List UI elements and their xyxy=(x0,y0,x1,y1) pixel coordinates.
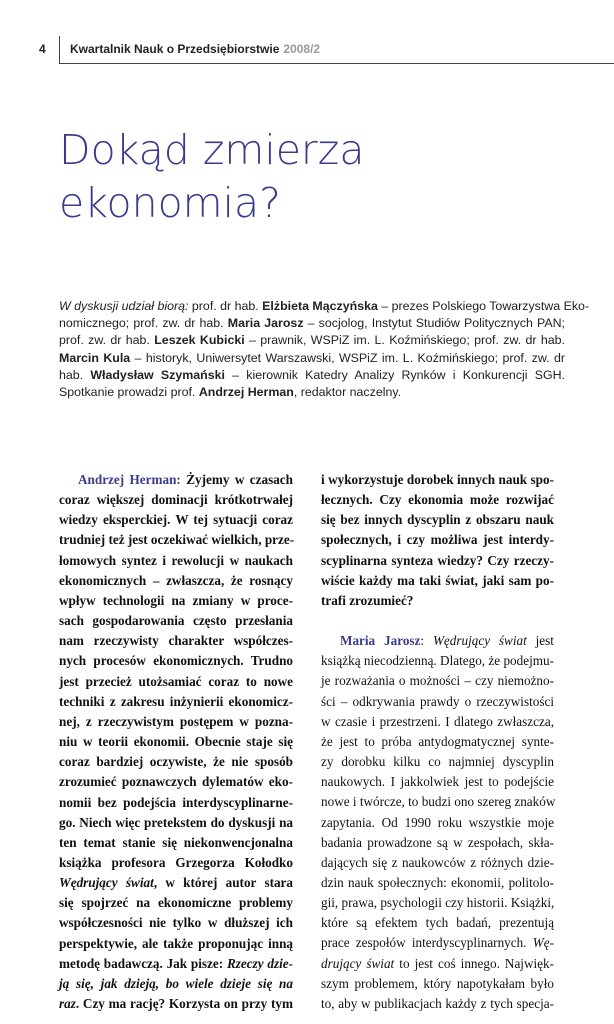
text-run: Rzeczy dzie- xyxy=(226,955,293,971)
text-run: Elżbieta Mączyńska xyxy=(262,299,378,313)
text-run: Maria Jarosz xyxy=(227,316,304,331)
text-run: naukowych. I jakkolwiek jest to podejście xyxy=(321,774,554,790)
text-run: – historyk, Uniwersytet Warszawski, WSPiZ im. L. Koźmińskiego; prof. zw. dr xyxy=(130,350,565,365)
text-run: coraz większej dominacji krótkotrwałej xyxy=(59,492,293,508)
text-run: Wę- xyxy=(532,935,554,951)
text-line xyxy=(59,732,293,752)
text-run: łomowych syntez i rewolucji w naukach xyxy=(59,552,293,568)
text-line xyxy=(321,732,554,752)
journal-title xyxy=(70,42,320,56)
text-line xyxy=(321,470,554,490)
title-line: Dokąd zmierza xyxy=(59,126,365,174)
text-run: hab. xyxy=(59,367,91,382)
text-line xyxy=(321,530,554,550)
text-run: się spojrzeć na ekonomiczne problemy xyxy=(59,895,293,911)
text-run: zy dorobku kilku co najmniej dyscyplin xyxy=(321,754,554,770)
text-run: techniki z zakresu inżynierii ekonomicz- xyxy=(59,693,293,709)
text-line xyxy=(59,298,590,315)
text-line xyxy=(59,752,293,772)
text-run: je rozważania o możności – czy niemożno- xyxy=(321,673,554,689)
text-line xyxy=(321,692,554,712)
text-run: prace zespołów interdyscyplinarnych. xyxy=(321,935,533,951)
text-run: książką niecodzienną. Dlatego, że podejmu- xyxy=(321,653,554,669)
text-line xyxy=(59,384,565,401)
text-line xyxy=(321,933,554,953)
text-run: , redaktor naczelny. xyxy=(293,385,402,400)
text-run: prof. dr hab. xyxy=(188,299,263,313)
text-line xyxy=(321,974,554,994)
text-run: prof. zw. dr hab. xyxy=(59,333,155,348)
text-run: niu w teorii ekonomii. Obecnie staje się xyxy=(59,734,293,750)
text-line xyxy=(59,893,293,913)
text-run: – kierownik Katedry Analizy Rynków i Konkurencji SGH. xyxy=(224,367,565,382)
text-run: nej, z rzeczywistym postępem w pozna- xyxy=(59,713,293,729)
text-run: ją się, jak dzieją, bo wiele dzieje się na xyxy=(59,975,293,991)
text-line xyxy=(321,712,554,732)
page-number: 4 xyxy=(39,42,46,56)
text-run: scyplinarna synteza wiedzy? Czy rzeczy- xyxy=(321,552,554,568)
text-run: i wykorzystuje dorobek innych nauk spo- xyxy=(321,472,554,487)
text-run: badania prowadzone są w zespołach, skła- xyxy=(321,834,554,850)
header-vertical-rule xyxy=(59,36,60,64)
text-run: dzin nauk społecznych: ekonomii, politolo- xyxy=(321,874,554,890)
text-line xyxy=(321,671,554,691)
article-title xyxy=(59,124,539,230)
text-line xyxy=(59,470,293,490)
text-line xyxy=(321,813,554,833)
text-line xyxy=(59,974,293,994)
text-run: coraz bardziej oczywiste, że nie sposób xyxy=(59,754,293,770)
text-run: książka profesora Grzegorza Kołodko xyxy=(59,854,293,870)
text-line xyxy=(59,315,565,332)
text-line xyxy=(321,994,554,1014)
running-header xyxy=(0,36,614,64)
text-run: – prezes Polskiego Towarzystwa Eko- xyxy=(377,299,590,313)
text-line xyxy=(59,571,293,591)
paragraph-gap xyxy=(321,611,554,631)
speaker-name: Maria Jarosz xyxy=(340,633,421,649)
text-run: trafi zrozumieć? xyxy=(321,592,414,608)
text-line xyxy=(321,833,554,853)
text-run: w czasie i przestrzeni. I dlatego zwłaszcza, xyxy=(321,713,554,729)
text-line xyxy=(59,551,293,571)
text-run: nam rzeczywisty charakter współczes- xyxy=(59,633,293,649)
text-run: ten temat stanie się niekonwencjonalna xyxy=(59,834,293,850)
speaker-name: Andrzej Herman: xyxy=(78,472,181,487)
text-run: dających się z naukowców z różnych dzie- xyxy=(321,854,554,870)
text-run: raz xyxy=(59,996,76,1012)
text-run: metodę badawczą. Jak pisze: xyxy=(59,955,227,971)
text-run: Spotkanie prowadzi prof. xyxy=(59,385,199,400)
text-line xyxy=(59,934,293,954)
text-run: Wędrujący świat xyxy=(59,875,154,891)
text-run: ści – odkrywania prawdy o rzeczywistości xyxy=(321,693,554,709)
text-run: łecznych. Czy ekonomia może rozwijać xyxy=(321,492,554,508)
answer-maria-jarosz xyxy=(321,631,554,1014)
text-line xyxy=(321,893,554,913)
text-run: współczesności nie tylko w dłuższej ich xyxy=(59,915,293,931)
text-line xyxy=(59,712,293,732)
text-run: społecznych, i czy możliwa jest interdy- xyxy=(321,532,554,548)
text-line xyxy=(59,954,293,974)
journal-name: Kwartalnik Nauk o Przedsiębiorstwie xyxy=(70,42,280,56)
text-run: zrozumieć poznawczych dylematów eko- xyxy=(59,774,293,790)
text-run: , w której autor stara xyxy=(153,875,294,891)
text-run: nowe i twórcze, to budzi ono szereg znaków xyxy=(321,794,556,810)
text-line xyxy=(59,490,293,510)
text-run: sach gospodarowania często przesłania xyxy=(59,613,293,629)
text-line xyxy=(59,631,293,651)
text-line xyxy=(321,631,554,651)
text-run: jest przecież utożsamiać coraz to nowe xyxy=(59,673,293,689)
text-line xyxy=(321,772,554,792)
text-run: nych procesów ekonomicznych. Trudno xyxy=(59,653,293,669)
text-column-left xyxy=(59,470,293,1014)
text-run: nomicznego; prof. zw. dr hab. xyxy=(59,316,228,331)
text-run: to jest coś innego. Najwięk- xyxy=(394,955,555,971)
text-line xyxy=(321,752,554,772)
question-continuation xyxy=(321,470,554,611)
text-run: jest xyxy=(526,633,554,649)
text-run: że jest to próba antydogmatycznej synte- xyxy=(321,733,554,749)
text-line xyxy=(59,530,293,550)
text-line xyxy=(59,793,293,813)
text-line xyxy=(59,833,293,853)
text-run: perspektywie, ale także proponując inną xyxy=(59,935,293,951)
text-line xyxy=(59,873,293,893)
text-line xyxy=(59,913,293,933)
text-run: wiście każdy ma taki świat, jaki sam po- xyxy=(321,572,554,588)
issue-number: 2008/2 xyxy=(283,42,321,56)
text-line xyxy=(321,853,554,873)
title-line: ekonomia? xyxy=(59,179,281,227)
text-run: Andrzej Herman xyxy=(198,385,294,400)
text-run: Leszek Kubicki xyxy=(154,333,245,348)
text-line xyxy=(59,853,293,873)
text-line xyxy=(59,332,565,349)
text-run: zapytania. Od 1990 roku wszystkie moje xyxy=(321,814,554,830)
text-run: Władysław Szymański xyxy=(90,367,225,382)
text-column-right xyxy=(321,470,554,1014)
text-run: szym problemem, który napotykałam było xyxy=(321,975,554,991)
text-line xyxy=(59,672,293,692)
text-run: Wędrujący świat xyxy=(432,633,527,649)
text-line xyxy=(59,651,293,671)
text-line xyxy=(59,813,293,833)
text-line xyxy=(321,510,554,530)
text-line xyxy=(321,651,554,671)
text-run: . Czy ma rację? Korzysta on przy tym xyxy=(75,996,293,1012)
text-run: się bez innych dyscyplin z obszaru nauk xyxy=(321,512,554,528)
text-run: Marcin Kula xyxy=(59,350,131,365)
text-line xyxy=(321,490,554,510)
text-line xyxy=(59,591,293,611)
text-run: trudniej też jest oczekiwać wielkich, prze- xyxy=(59,532,295,548)
text-line xyxy=(321,551,554,571)
text-run: nomii bez podejścia interdyscyplinarne- xyxy=(59,794,293,810)
text-line xyxy=(59,350,565,367)
text-line xyxy=(59,692,293,712)
text-run: drujący świat xyxy=(321,955,395,971)
text-line xyxy=(321,571,554,591)
text-run: go. Niech więc pretekstem do dyskusji na xyxy=(59,814,293,830)
text-line xyxy=(321,873,554,893)
text-run: – prawnik, WSPiZ im. L. Koźmińskiego; prof. zw. dr hab. xyxy=(244,333,565,348)
text-line xyxy=(59,510,293,530)
header-horizontal-rule xyxy=(59,63,614,64)
text-line xyxy=(59,367,565,384)
participants-intro xyxy=(59,298,590,401)
text-run: ekonomicznych – zwłaszcza, że rosnący xyxy=(59,572,293,588)
text-run: – socjolog, Instytut Studiów Politycznych PAN; xyxy=(303,316,565,331)
text-run: W dyskusji udział biorą: xyxy=(59,299,189,313)
text-run: gii, prawa, psychologii czy historii. Książki, xyxy=(321,895,555,911)
text-line xyxy=(59,994,293,1014)
text-run: to, aby w publikacjach każdy z tych specja- xyxy=(321,995,554,1011)
text-line xyxy=(321,954,554,974)
text-run: wpływ technologii na zmiany w proce- xyxy=(59,592,293,608)
text-line xyxy=(321,913,554,933)
text-line xyxy=(59,611,293,631)
text-line xyxy=(321,792,554,812)
text-run: : xyxy=(420,633,433,649)
text-run: wiedzy eksperckiej. W tej sytuacji coraz xyxy=(59,512,293,528)
text-line xyxy=(59,772,293,792)
text-run: które są efektem tych badań, prezentują xyxy=(321,915,554,931)
text-run: Żyjemy w czasach xyxy=(180,472,293,487)
text-line xyxy=(321,591,554,611)
